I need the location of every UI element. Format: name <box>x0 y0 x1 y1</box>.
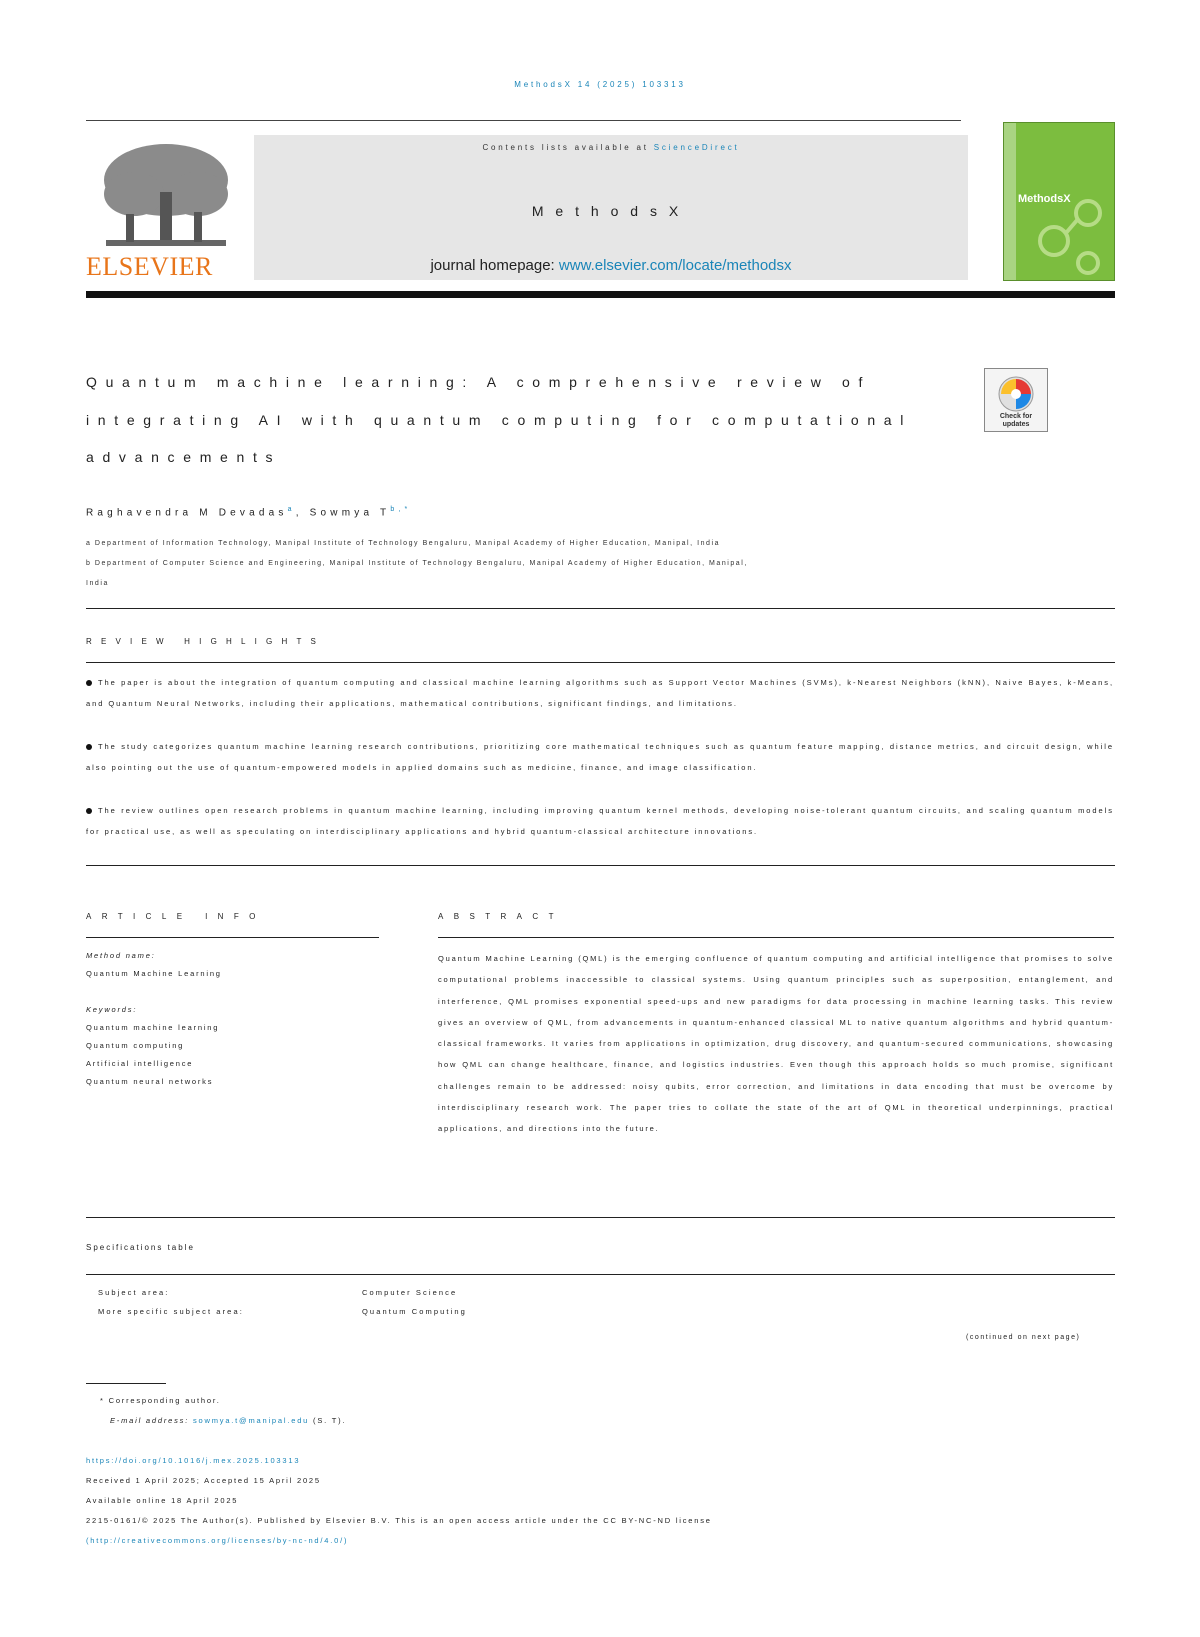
journal-name: MethodsX <box>531 203 691 219</box>
footnote-rule <box>86 1383 166 1384</box>
highlight-item <box>86 800 1114 842</box>
email-suffix: (S. T). <box>309 1416 347 1425</box>
doi-link[interactable]: https://doi.org/10.1016/j.mex.2025.103313 <box>86 1456 301 1465</box>
specifications-heading: Specifications table <box>86 1243 195 1252</box>
highlight-text: The paper is about the integration of quantum computing and classical machine learning algorithms such as Support Vector Machines (SVMs), k-Nearest Neighbors (kNN), Naive Bayes, k-Means, and Quantum Neural Networks, including their applications, mathematical contributions, significant findings, and limitations. <box>86 678 1114 708</box>
article-info-heading: ARTICLE INFO <box>86 912 266 921</box>
bullet-icon <box>86 680 92 686</box>
highlight-text: The study categorizes quantum machine learning research contributions, prioritizing core mathematical techniques such as quantum feature mapping, distance metrics, and circuit design, while also pointing out the use of quantum-empowered models in applied domains such as medicine, finance, and image classification. <box>86 742 1114 772</box>
spec-value-specific-area: Quantum Computing <box>362 1307 467 1316</box>
available-date: Available online 18 April 2025 <box>86 1496 239 1505</box>
email-link[interactable]: sowmya.t@manipal.edu <box>192 1416 310 1425</box>
authors-line <box>86 506 411 518</box>
divider <box>86 608 1115 609</box>
author-2[interactable]: , Sowmya T <box>295 507 391 519</box>
divider <box>438 937 1114 938</box>
continued-note: (continued on next page) <box>966 1334 1081 1341</box>
affiliation-b: b Department of Computer Science and Engineering, Manipal Institute of Technology Bengaluru, Manipal Academy of Higher Education, Manipal, <box>86 560 748 567</box>
divider <box>86 937 379 938</box>
keyword: Artificial intelligence <box>86 1059 194 1068</box>
header-thick-rule <box>86 291 1115 298</box>
highlights-heading: REVIEW HIGHLIGHTS <box>86 637 326 646</box>
bullet-icon <box>86 808 92 814</box>
abstract-text: Quantum Machine Learning (QML) is the emerging confluence of quantum computing and artificial intelligence that promises to solve computational problems inaccessible to classical systems. Using quantum principles such as superposition, entanglement, and interference, QML promises exponential speed-ups and new paradigms for data processing in machine learning tasks. This review gives an overview of QML, from advancements in quantum-enhanced classical ML to native quantum algorithms and hybrid quantum-classical frameworks. It varies from applications in optimization, drug discovery, and quantum-secured communications, showcasing how QML can change healthcare, finance, and logistics industries. Even though this approach holds so much promise, significant challenges remain to be addressed: noisy qubits, error correction, and limitations in data encoding that must be overcome by interdisciplinary research work. The paper tries to collate the state of the art of QML in theoretical underpinnings, practical applications, and directions into the future. <box>438 954 1114 1134</box>
divider <box>86 662 1115 663</box>
elsevier-logo <box>86 132 246 284</box>
bullet-icon <box>86 744 92 750</box>
divider <box>86 1274 1115 1275</box>
article-title-line-2: integrating AI with quantum computing for computational <box>86 412 913 428</box>
contents-available-line <box>254 143 968 152</box>
highlight-item <box>86 736 1114 778</box>
method-name-value: Quantum Machine Learning <box>86 969 222 978</box>
keyword: Quantum neural networks <box>86 1077 214 1086</box>
corresponding-author-note: * Corresponding author. <box>100 1396 221 1405</box>
spec-label-subject-area: Subject area: <box>98 1288 170 1297</box>
divider <box>86 1217 1115 1218</box>
email-label: E-mail address: <box>110 1416 193 1425</box>
author-2-affil-marker[interactable]: b,* <box>390 506 412 513</box>
crossmark-badge[interactable] <box>984 368 1048 432</box>
abstract-heading: ABSTRACT <box>438 912 564 921</box>
contents-prefix: Contents lists available at <box>482 143 654 152</box>
homepage-prefix: journal homepage: <box>430 257 559 274</box>
spec-label-specific-area: More specific subject area: <box>98 1307 244 1316</box>
journal-reference[interactable]: MethodsX 14 (2025) 103313 <box>514 80 686 89</box>
license-line: 2215-0161/© 2025 The Author(s). Published by Elsevier B.V. This is an open access article under the CC BY-NC-ND license <box>86 1516 712 1525</box>
highlight-item <box>86 672 1114 714</box>
homepage-link[interactable]: www.elsevier.com/locate/methodsx <box>558 257 792 274</box>
keyword: Quantum machine learning <box>86 1023 220 1032</box>
method-name-label: Method name: <box>86 951 156 960</box>
header-rule <box>86 120 961 121</box>
cover-title: MethodsX <box>1018 193 1071 205</box>
received-date: Received 1 April 2025; Accepted 15 April 2025 <box>86 1476 321 1485</box>
email-line <box>110 1416 346 1425</box>
divider <box>86 865 1115 866</box>
journal-cover[interactable] <box>1003 122 1115 281</box>
crossmark-label: Check for updates <box>999 413 1033 428</box>
license-link[interactable]: (http://creativecommons.org/licenses/by-nc-nd/4.0/) <box>86 1536 349 1545</box>
article-title-line-1: Quantum machine learning: A comprehensive review of <box>86 374 872 390</box>
article-title-line-3: advancements <box>86 449 282 465</box>
spec-value-subject-area: Computer Science <box>362 1288 458 1297</box>
publisher-name: ELSEVIER <box>86 252 213 281</box>
keywords-label: Keywords: <box>86 1005 138 1014</box>
affiliation-b-cont: India <box>86 580 109 587</box>
keyword: Quantum computing <box>86 1041 185 1050</box>
sciencedirect-link[interactable]: ScienceDirect <box>653 143 740 152</box>
author-1[interactable]: Raghavendra M Devadas <box>86 507 288 519</box>
highlight-text: The review outlines open research problems in quantum machine learning, including improving quantum kernel methods, developing noise-tolerant quantum circuits, and scaling quantum models for practical use, as well as speculating on interdisciplinary applications and hybrid quantum-classical architecture innovations. <box>86 806 1114 836</box>
author-1-affil-marker[interactable]: a <box>287 506 296 513</box>
journal-banner <box>254 135 968 280</box>
journal-homepage-line <box>254 257 968 274</box>
affiliation-a: a Department of Information Technology, Manipal Institute of Technology Bengaluru, Manipal Academy of Higher Education, Manipal, India <box>86 540 721 547</box>
